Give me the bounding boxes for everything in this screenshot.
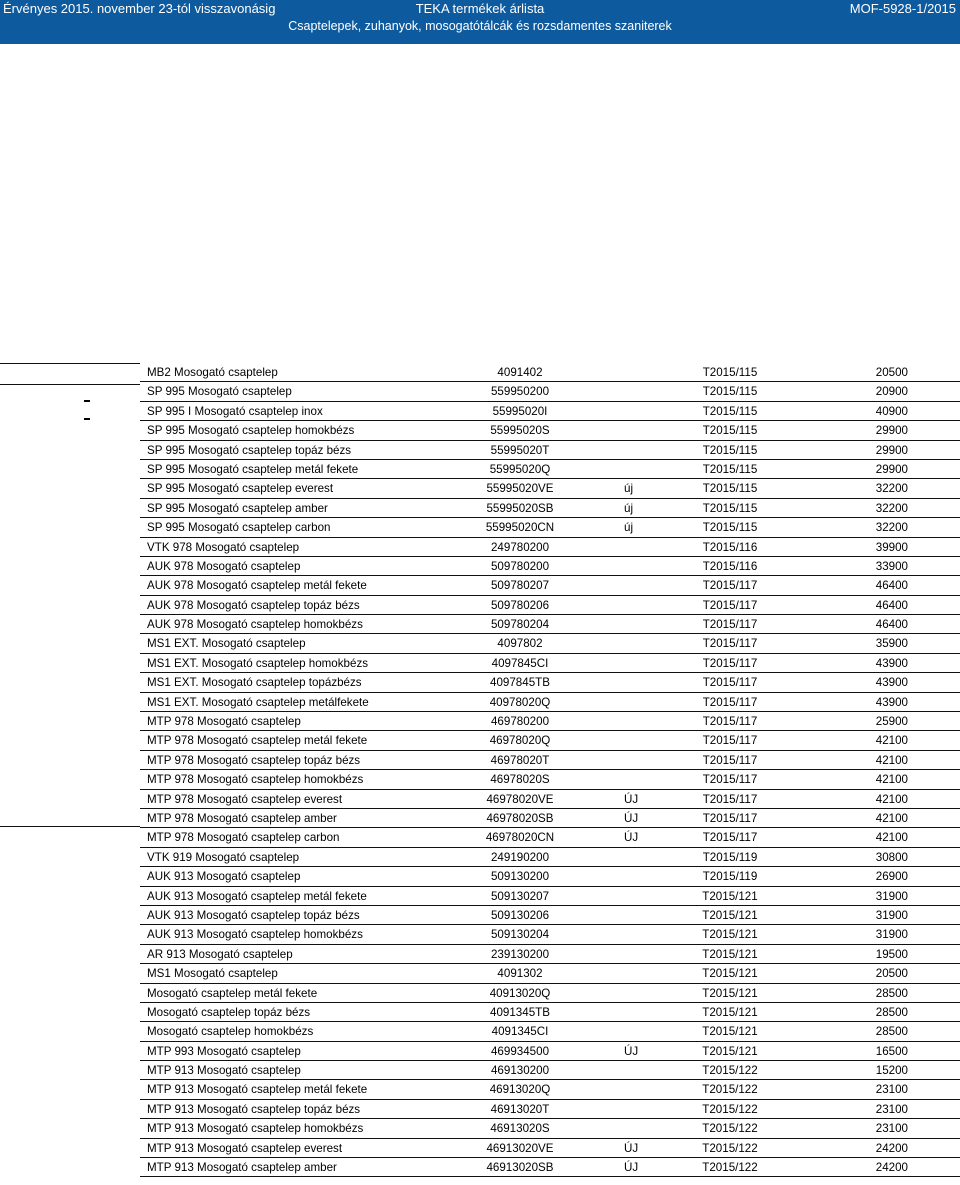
product-name: MTP 913 Mosogató csaptelep topáz bézs: [147, 1102, 361, 1116]
table-row: [0, 1042, 960, 1061]
product-name: MS1 EXT. Mosogató csaptelep homokbézs: [147, 656, 369, 670]
product-code: 469130200: [490, 1064, 550, 1078]
product-name: MS1 EXT. Mosogató csaptelep topázbézs: [147, 676, 362, 690]
product-name: MTP 913 Mosogató csaptelep everest: [147, 1141, 343, 1155]
new-flag: ÚJ: [624, 1141, 639, 1155]
product-name: MTP 978 Mosogató csaptelep homokbézs: [147, 773, 364, 787]
product-code: 559950200: [490, 385, 550, 399]
product-code: 509130204: [490, 928, 550, 942]
product-name: MB2 Mosogató csaptelep: [147, 366, 278, 379]
table-row: [0, 925, 960, 944]
price: 46400: [875, 579, 908, 593]
product-code: 249190200: [490, 850, 550, 864]
price: 23100: [875, 1122, 908, 1136]
table-row: [0, 693, 960, 712]
table-row: [0, 363, 960, 382]
price: 20500: [875, 967, 908, 981]
reference-number: T2015/117: [702, 831, 758, 845]
product-code: 469934500: [490, 1044, 550, 1058]
price: 26900: [875, 870, 908, 884]
product-code: 46913020T: [490, 1102, 550, 1116]
table-row: [0, 1003, 960, 1022]
product-name: AUK 978 Mosogató csaptelep homokbézs: [147, 618, 363, 632]
product-code: 239130200: [490, 947, 550, 961]
table-row: [0, 1061, 960, 1080]
reference-number: T2015/115: [702, 366, 758, 379]
price: 39900: [875, 540, 908, 554]
price: 42100: [875, 831, 908, 845]
price: 43900: [875, 676, 908, 690]
table-row: [0, 382, 960, 401]
reference-number: T2015/115: [702, 424, 758, 438]
product-name: MTP 913 Mosogató csaptelep amber: [147, 1161, 337, 1175]
product-name: MTP 993 Mosogató csaptelep: [147, 1044, 301, 1058]
table-row: [0, 1100, 960, 1119]
reference-number: T2015/122: [702, 1064, 758, 1078]
reference-number: T2015/121: [702, 889, 758, 903]
table-row: [0, 984, 960, 1003]
product-code: 509780204: [490, 618, 550, 632]
price: 32200: [875, 521, 908, 535]
price: 32200: [875, 501, 908, 515]
table-row: [0, 848, 960, 867]
table-row: [0, 731, 960, 750]
price: 31900: [875, 889, 908, 903]
product-name: AUK 913 Mosogató csaptelep homokbézs: [147, 928, 363, 942]
product-code: 4091402: [497, 366, 543, 379]
product-code: 4091302: [497, 967, 543, 981]
product-code: 249780200: [490, 540, 550, 554]
table-row: [0, 887, 960, 906]
product-name: SP 995 I Mosogató csaptelep inox: [147, 404, 323, 418]
table-row: [0, 906, 960, 925]
reference-number: T2015/117: [702, 656, 758, 670]
reference-number: T2015/115: [702, 404, 758, 418]
product-name: MTP 978 Mosogató csaptelep amber: [147, 811, 337, 825]
new-flag: ÚJ: [624, 1044, 639, 1058]
table-row: [0, 634, 960, 653]
price: 31900: [875, 908, 908, 922]
new-flag: új: [624, 482, 634, 496]
product-name: SP 995 Mosogató csaptelep topáz bézs: [147, 443, 352, 457]
reference-number: T2015/117: [702, 773, 758, 787]
new-flag: ÚJ: [624, 811, 639, 825]
reference-number: T2015/122: [702, 1161, 758, 1175]
reference-number: T2015/115: [702, 482, 758, 496]
price: 46400: [875, 618, 908, 632]
reference-number: T2015/122: [702, 1083, 758, 1097]
table-row: [0, 576, 960, 595]
price: 42100: [875, 773, 908, 787]
product-name: SP 995 Mosogató csaptelep: [147, 385, 292, 399]
product-code: 46978020CN: [485, 831, 555, 845]
product-name: MTP 978 Mosogató csaptelep: [147, 715, 301, 729]
table-row: [0, 828, 960, 847]
reference-number: T2015/121: [702, 1044, 758, 1058]
product-code: 46978020SB: [486, 811, 554, 825]
product-code: 46978020VE: [486, 792, 554, 806]
price: 42100: [875, 734, 908, 748]
price: 40900: [875, 404, 908, 418]
product-code: 46913020SB: [486, 1161, 554, 1175]
price: 43900: [875, 695, 908, 709]
validity-text: Érvényes 2015. november 23-tól visszavonásig: [3, 1, 276, 16]
document-subtitle: Csaptelepek, zuhanyok, mosogatótálcák és rozsdamentes szaniterek: [288, 19, 672, 33]
product-code: 46913020VE: [486, 1141, 554, 1155]
product-code: 46978020S: [490, 773, 550, 787]
product-name: SP 995 Mosogató csaptelep metál fekete: [147, 462, 359, 476]
product-name: AUK 978 Mosogató csaptelep topáz bézs: [147, 598, 360, 612]
product-code: 469780200: [490, 715, 550, 729]
reference-number: T2015/115: [702, 501, 758, 515]
product-name: AR 913 Mosogató csaptelep: [147, 947, 293, 961]
price: 28500: [875, 986, 908, 1000]
table-row: [0, 518, 960, 537]
price: 24200: [875, 1141, 908, 1155]
reference-number: T2015/121: [702, 1005, 758, 1019]
table-row: [0, 596, 960, 615]
new-flag: ÚJ: [624, 831, 639, 845]
product-name: MTP 978 Mosogató csaptelep metál fekete: [147, 734, 368, 748]
product-code: 509130200: [490, 870, 550, 884]
price: 46400: [875, 598, 908, 612]
reference-number: T2015/117: [702, 753, 758, 767]
product-name: MTP 913 Mosogató csaptelep metál fekete: [147, 1083, 368, 1097]
price: 42100: [875, 792, 908, 806]
reference-number: T2015/117: [702, 676, 758, 690]
table-row: [0, 751, 960, 770]
product-name: MTP 978 Mosogató csaptelep topáz bézs: [147, 753, 361, 767]
product-name: Mosogató csaptelep metál fekete: [147, 986, 318, 1000]
table-row: [0, 712, 960, 731]
reference-number: T2015/122: [702, 1122, 758, 1136]
product-code: 40913020Q: [489, 986, 551, 1000]
product-name: MS1 EXT. Mosogató csaptelep metálfekete: [147, 695, 369, 709]
product-code: 4097845CI: [491, 656, 549, 670]
product-name: MS1 Mosogató csaptelep: [147, 967, 278, 981]
table-row: [0, 615, 960, 634]
price: 29900: [875, 462, 908, 476]
product-code: 46978020T: [490, 753, 550, 767]
product-code: 509780206: [490, 598, 550, 612]
product-name: Mosogató csaptelep topáz bézs: [147, 1005, 311, 1019]
reference-number: T2015/121: [702, 947, 758, 961]
price: 42100: [875, 811, 908, 825]
price: 28500: [875, 1005, 908, 1019]
price: 16500: [875, 1044, 908, 1058]
product-name: AUK 913 Mosogató csaptelep topáz bézs: [147, 908, 360, 922]
table-row: [0, 479, 960, 498]
product-code: 46913020S: [490, 1122, 550, 1136]
reference-number: T2015/122: [702, 1141, 758, 1155]
document-code: MOF-5928-1/2015: [849, 1, 956, 16]
product-name: Mosogató csaptelep homokbézs: [147, 1025, 314, 1039]
product-code: 46913020Q: [489, 1083, 551, 1097]
price: 29900: [875, 443, 908, 457]
product-name: VTK 978 Mosogató csaptelep: [147, 540, 300, 554]
table-row: [0, 557, 960, 576]
product-code: 509780200: [490, 559, 550, 573]
reference-number: T2015/117: [702, 579, 758, 593]
reference-number: T2015/116: [702, 559, 758, 573]
product-name: SP 995 Mosogató csaptelep everest: [147, 482, 334, 496]
product-name: MTP 913 Mosogató csaptelep: [147, 1064, 301, 1078]
reference-number: T2015/117: [702, 734, 758, 748]
product-name: AUK 913 Mosogató csaptelep: [147, 870, 301, 884]
price: 29900: [875, 424, 908, 438]
reference-number: T2015/115: [702, 462, 758, 476]
reference-number: T2015/115: [702, 385, 758, 399]
document-header: [0, 0, 960, 44]
product-name: SP 995 Mosogató csaptelep amber: [147, 501, 328, 515]
new-flag: ÚJ: [624, 1161, 639, 1175]
reference-number: T2015/119: [702, 850, 758, 864]
reference-number: T2015/117: [702, 637, 758, 651]
price: 15200: [875, 1064, 908, 1078]
product-code: 55995020T: [490, 443, 550, 457]
reference-number: T2015/117: [702, 598, 758, 612]
table-row: [0, 441, 960, 460]
product-name: MS1 EXT. Mosogató csaptelep: [147, 637, 306, 651]
table-row: [0, 945, 960, 964]
table-row: [0, 790, 960, 809]
reference-number: T2015/119: [702, 870, 758, 884]
product-code: 55995020SB: [486, 501, 554, 515]
product-name: AUK 913 Mosogató csaptelep metál fekete: [147, 889, 367, 903]
table-row: [0, 770, 960, 789]
product-code: 55995020CN: [485, 521, 555, 535]
table-row: [0, 964, 960, 983]
price: 20900: [875, 385, 908, 399]
price: 24200: [875, 1161, 908, 1175]
product-code: 509130207: [490, 889, 550, 903]
price: 23100: [875, 1083, 908, 1097]
table-row: [0, 421, 960, 440]
reference-number: T2015/117: [702, 618, 758, 632]
price-table: [0, 363, 960, 1177]
new-flag: új: [624, 501, 634, 515]
table-row: [0, 1080, 960, 1099]
table-row: [0, 673, 960, 692]
new-flag: ÚJ: [624, 792, 639, 806]
reference-number: T2015/115: [702, 443, 758, 457]
price: 20500: [875, 366, 908, 379]
table-row: [0, 1158, 960, 1177]
product-name: MTP 978 Mosogató csaptelep everest: [147, 792, 343, 806]
reference-number: T2015/121: [702, 1025, 758, 1039]
product-code: 4097802: [497, 637, 543, 651]
table-row: [0, 809, 960, 828]
reference-number: T2015/121: [702, 928, 758, 942]
product-code: 4091345CI: [491, 1025, 549, 1039]
reference-number: T2015/115: [702, 521, 758, 535]
product-code: 4097845TB: [490, 676, 550, 690]
price: 30800: [875, 850, 908, 864]
price: 42100: [875, 753, 908, 767]
product-name: MTP 978 Mosogató csaptelep carbon: [147, 831, 340, 845]
product-code: 55995020VE: [486, 482, 554, 496]
reference-number: T2015/122: [702, 1102, 758, 1116]
reference-number: T2015/117: [702, 695, 758, 709]
reference-number: T2015/121: [702, 986, 758, 1000]
product-name: VTK 919 Mosogató csaptelep: [147, 850, 300, 864]
document-title: TEKA termékek árlista: [415, 1, 545, 16]
product-code: 509130206: [490, 908, 550, 922]
reference-number: T2015/117: [702, 715, 758, 729]
product-code: 55995020Q: [489, 462, 551, 476]
table-row: [0, 499, 960, 518]
price: 31900: [875, 928, 908, 942]
product-name: SP 995 Mosogató csaptelep homokbézs: [147, 424, 355, 438]
product-code: 55995020I: [492, 404, 548, 418]
price: 32200: [875, 482, 908, 496]
price: 25900: [875, 715, 908, 729]
reference-number: T2015/121: [702, 967, 758, 981]
new-flag: új: [624, 521, 634, 535]
table-row: [0, 402, 960, 421]
product-name: SP 995 Mosogató csaptelep carbon: [147, 521, 331, 535]
reference-number: T2015/117: [702, 811, 758, 825]
product-code: 46978020Q: [489, 734, 551, 748]
product-name: AUK 978 Mosogató csaptelep: [147, 559, 301, 573]
reference-number: T2015/117: [702, 792, 758, 806]
price: 43900: [875, 656, 908, 670]
reference-number: T2015/116: [702, 540, 758, 554]
product-name: AUK 978 Mosogató csaptelep metál fekete: [147, 579, 367, 593]
table-row: [0, 1022, 960, 1041]
price: 19500: [875, 947, 908, 961]
product-code: 509780207: [490, 579, 550, 593]
price: 33900: [875, 559, 908, 573]
product-name: MTP 913 Mosogató csaptelep homokbézs: [147, 1122, 364, 1136]
product-code: 55995020S: [490, 424, 550, 438]
table-row: [0, 867, 960, 886]
table-row: [0, 1119, 960, 1138]
table-row: [0, 1139, 960, 1158]
product-code: 40978020Q: [489, 695, 551, 709]
product-code: 4091345TB: [490, 1005, 550, 1019]
price: 28500: [875, 1025, 908, 1039]
price: 35900: [875, 637, 908, 651]
table-row: [0, 460, 960, 479]
table-row: [0, 538, 960, 557]
table-row: [0, 654, 960, 673]
price: 23100: [875, 1102, 908, 1116]
reference-number: T2015/121: [702, 908, 758, 922]
